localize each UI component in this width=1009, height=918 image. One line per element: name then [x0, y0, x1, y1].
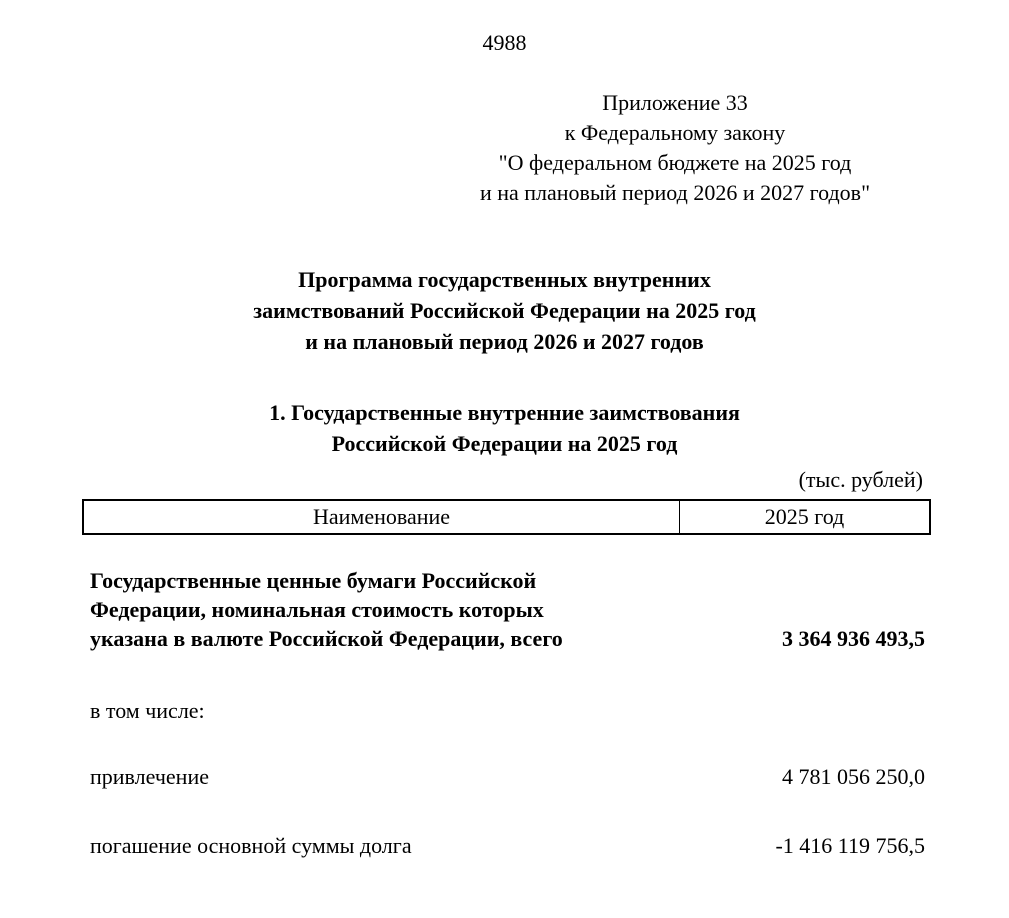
section-title-line-1: 1. Государственные внутренние заимствования: [269, 400, 740, 425]
row-repayment-label: погашение основной суммы долга: [90, 833, 412, 858]
program-title-line-1: Программа государственных внутренних: [298, 267, 711, 292]
table-row-repayment: [90, 831, 925, 860]
program-title-line-3: и на плановый период 2026 и 2027 годов: [305, 329, 704, 354]
units-label: (тыс. рублей): [798, 467, 923, 492]
program-title: [0, 264, 1009, 357]
table-row-total: [90, 566, 925, 653]
table-header: [82, 499, 931, 535]
appendix-line-1: Приложение 33: [602, 90, 748, 115]
table-row-borrowing: [90, 762, 925, 791]
appendix-line-2: к Федеральному закону: [564, 120, 786, 145]
appendix-reference: [440, 88, 910, 208]
section-title: [0, 397, 1009, 459]
row-total-label-line-1: Государственные ценные бумаги Российской: [90, 568, 537, 593]
row-repayment-value: -1 416 119 756,5: [775, 833, 925, 858]
appendix-line-3: "О федеральном бюджете на 2025 год: [498, 150, 852, 175]
program-title-line-2: заимствований Российской Федерации на 2025 год: [253, 298, 756, 323]
header-year-column: 2025 год: [764, 504, 845, 529]
row-total-label-line-2: Федерации, номинальная стоимость которых: [90, 597, 544, 622]
header-name-column: Наименование: [84, 501, 680, 533]
row-borrowing-value: 4 781 056 250,0: [782, 764, 925, 789]
page-number: 4988: [482, 30, 527, 55]
section-title-line-2: Российской Федерации на 2025 год: [331, 431, 678, 456]
table-row-including: [90, 696, 925, 725]
appendix-line-4: и на плановый период 2026 и 2027 годов": [479, 180, 871, 205]
row-including-label: в том числе:: [90, 698, 205, 723]
row-total-label-line-3: указана в валюте Российской Федерации, всего: [90, 626, 563, 651]
row-total-label: [90, 566, 650, 653]
row-total-value: 3 364 936 493,5: [782, 626, 925, 651]
row-borrowing-label: привлечение: [90, 764, 209, 789]
